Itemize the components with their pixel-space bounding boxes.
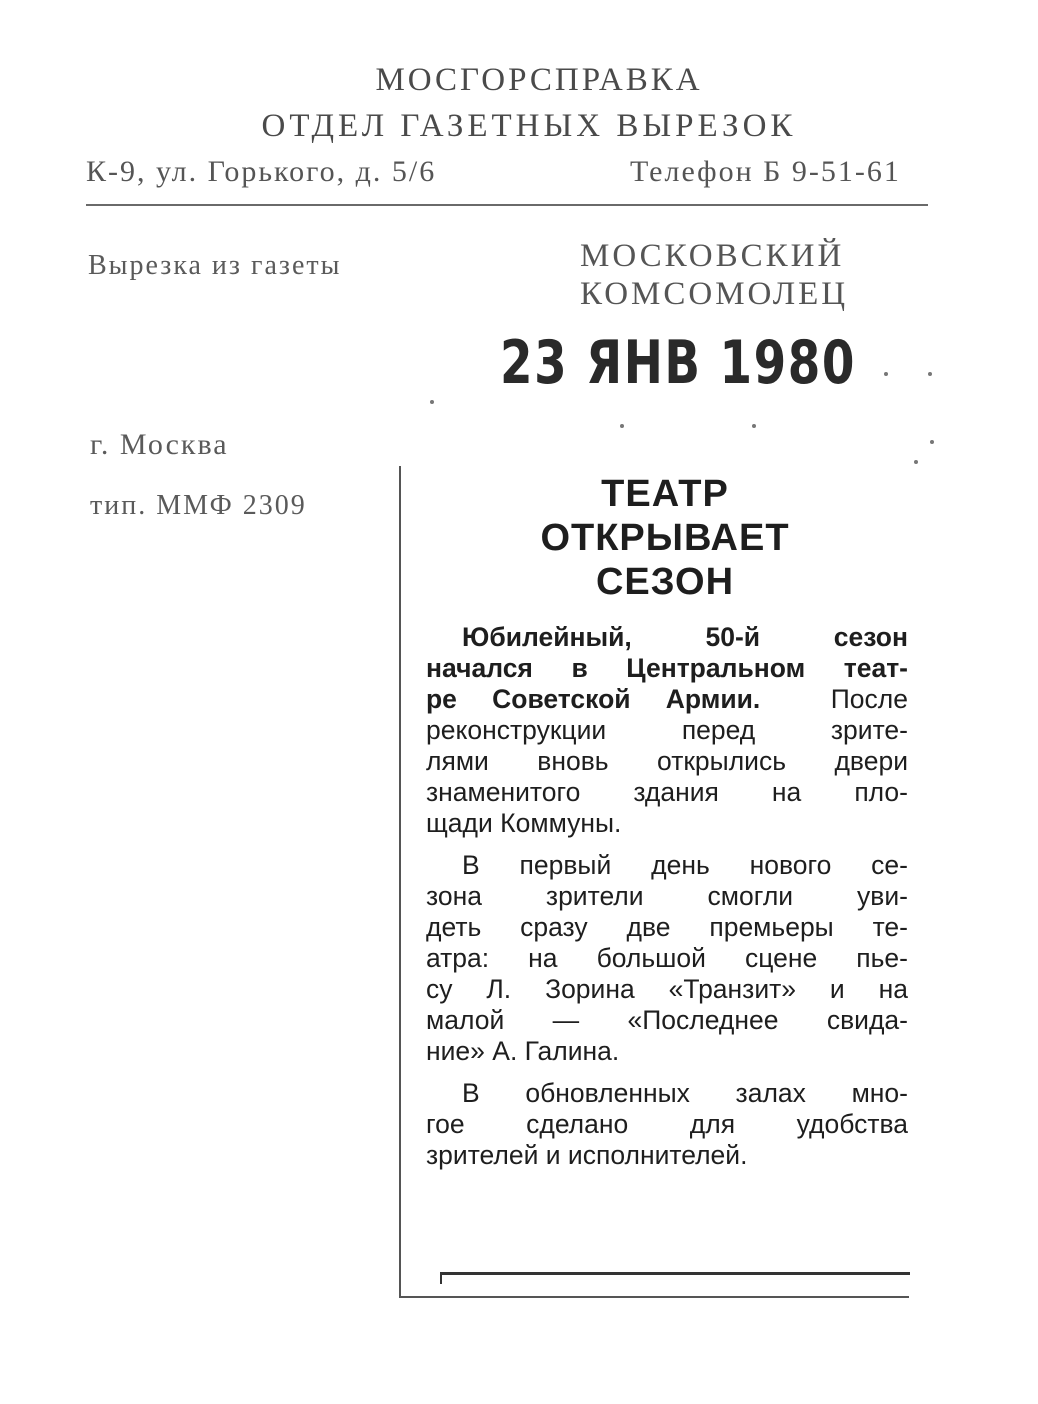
headline-line: ОТКРЫВАЕТ	[540, 517, 790, 559]
article-line: начался в Центральном теат-	[426, 653, 908, 683]
scan-speck	[928, 372, 932, 376]
article-line: малой — «Последнее свида-	[426, 1005, 908, 1035]
clipping-left-edge	[399, 466, 401, 1298]
article-line: зрителей и исполнителей.	[426, 1140, 748, 1170]
article-lead-end: ре Советской Армии.	[426, 684, 761, 714]
newspaper-name-line1: МОСКОВСКИЙ	[580, 238, 845, 274]
article-line: реконструкции перед зрите-	[426, 715, 908, 745]
date-stamp: 23 ЯНВ 1980	[500, 328, 857, 398]
article-line	[426, 684, 908, 715]
city-label: г. Москва	[90, 428, 229, 461]
article-line: лями вновь открылись двери	[426, 746, 908, 776]
article-line: ние» А. Галина.	[426, 1036, 620, 1066]
article-line: гое сделано для удобства	[426, 1109, 908, 1139]
article-line: атра: на большой сцене пье-	[426, 943, 908, 973]
article-line: зона зрители смогли уви-	[426, 881, 908, 911]
article-line: В обновленных залах мно-	[462, 1078, 908, 1108]
clipping-bottom-edge	[399, 1296, 909, 1298]
scan-speck	[930, 440, 934, 444]
address: К-9, ул. Горького, д. 5/6	[86, 155, 437, 188]
scan-speck	[620, 424, 624, 428]
print-code: тип. ММФ 2309	[90, 490, 307, 521]
department-name: ОТДЕЛ ГАЗЕТНЫХ ВЫРЕЗОК	[261, 108, 797, 144]
article-line: деть сразу две премьеры те-	[426, 912, 908, 942]
article-line: В первый день нового се-	[462, 850, 908, 880]
article-body	[426, 622, 908, 1171]
scan-speck	[752, 424, 756, 428]
paragraph-gap	[426, 839, 908, 850]
header-divider	[86, 204, 928, 206]
article-bottom-rule	[440, 1272, 910, 1275]
paragraph-gap	[426, 1067, 908, 1078]
newspaper-name-line2: КОМСОМОЛЕЦ	[580, 276, 849, 312]
article-line: Юбилейный, 50-й сезон	[462, 622, 908, 652]
headline-line: СЕЗОН	[595, 561, 735, 603]
scan-speck	[884, 372, 888, 376]
article-line: су Л. Зорина «Транзит» и на	[426, 974, 908, 1004]
article-line: знаменитого здания на пло-	[426, 777, 908, 807]
article-word: После	[830, 684, 908, 714]
phone-number: Телефон Б 9-51-61	[630, 155, 901, 188]
scan-speck	[914, 460, 918, 464]
headline-line: ТЕАТР	[601, 473, 729, 515]
org-name: МОСГОРСПРАВКА	[375, 62, 703, 98]
article-line: щади Коммуны.	[426, 808, 622, 838]
article-rule-tick	[440, 1272, 442, 1284]
clip-source-label: Вырезка из газеты	[88, 250, 342, 281]
scan-speck	[430, 400, 434, 404]
